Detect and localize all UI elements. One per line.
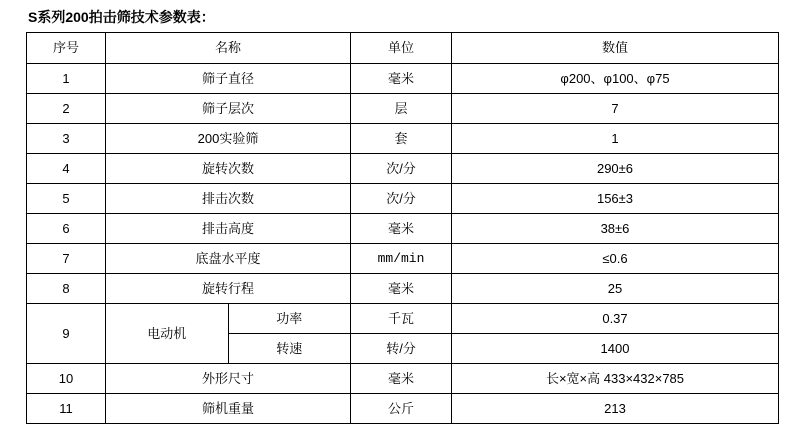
table-header — [27, 33, 779, 64]
cell-no: 6 — [27, 214, 106, 244]
cell-value: 1400 — [452, 334, 779, 364]
cell-value: 38±6 — [452, 214, 779, 244]
column-header-value: 数值 — [452, 33, 779, 64]
cell-unit: 毫米 — [351, 214, 452, 244]
table-row — [27, 214, 779, 244]
cell-no: 7 — [27, 244, 106, 274]
cell-no: 11 — [27, 394, 106, 424]
cell-name: 筛子直径 — [106, 64, 351, 94]
column-header-unit: 单位 — [351, 33, 452, 64]
table-row — [27, 94, 779, 124]
cell-no: 1 — [27, 64, 106, 94]
table-row — [27, 184, 779, 214]
cell-no: 3 — [27, 124, 106, 154]
cell-unit: 次/分 — [351, 154, 452, 184]
cell-motor-group-label: 电动机 — [106, 304, 229, 364]
cell-value: 25 — [452, 274, 779, 304]
cell-no: 9 — [27, 304, 106, 364]
cell-unit: 毫米 — [351, 274, 452, 304]
page-title: S系列200拍击筛技术参数表： — [28, 9, 215, 25]
cell-no: 5 — [27, 184, 106, 214]
cell-name: 排击次数 — [106, 184, 351, 214]
cell-value: 213 — [452, 394, 779, 424]
cell-unit: 层 — [351, 94, 452, 124]
cell-no: 2 — [27, 94, 106, 124]
cell-unit: 次/分 — [351, 184, 452, 214]
table-row-motor-power — [27, 304, 779, 334]
cell-name: 200实验筛 — [106, 124, 351, 154]
cell-unit: 转/分 — [351, 334, 452, 364]
table-row — [27, 394, 779, 424]
cell-name: 旋转次数 — [106, 154, 351, 184]
spec-table — [26, 32, 779, 424]
cell-unit: 公斤 — [351, 394, 452, 424]
cell-unit: 千瓦 — [351, 304, 452, 334]
table-row — [27, 64, 779, 94]
cell-name: 转速 — [228, 334, 351, 364]
cell-value: ≤0.6 — [452, 244, 779, 274]
cell-no: 8 — [27, 274, 106, 304]
cell-value: 长×宽×高 433×432×785 — [452, 364, 779, 394]
cell-name: 底盘水平度 — [106, 244, 351, 274]
cell-no: 4 — [27, 154, 106, 184]
cell-value: 156±3 — [452, 184, 779, 214]
cell-unit: 毫米 — [351, 364, 452, 394]
table-body — [27, 64, 779, 424]
cell-name: 外形尺寸 — [106, 364, 351, 394]
column-header-no: 序号 — [27, 33, 106, 64]
cell-unit: 套 — [351, 124, 452, 154]
cell-value: 0.37 — [452, 304, 779, 334]
cell-name: 筛机重量 — [106, 394, 351, 424]
cell-value: φ200、φ100、φ75 — [452, 64, 779, 94]
table-row — [27, 274, 779, 304]
table-row — [27, 154, 779, 184]
cell-unit: mm/min — [351, 244, 452, 274]
column-header-name: 名称 — [106, 33, 351, 64]
cell-name: 旋转行程 — [106, 274, 351, 304]
table-row — [27, 244, 779, 274]
cell-name: 筛子层次 — [106, 94, 351, 124]
cell-unit: 毫米 — [351, 64, 452, 94]
table-row — [27, 124, 779, 154]
cell-value: 7 — [452, 94, 779, 124]
cell-value: 1 — [452, 124, 779, 154]
cell-name: 功率 — [228, 304, 351, 334]
cell-value: 290±6 — [452, 154, 779, 184]
cell-name: 排击高度 — [106, 214, 351, 244]
table-header-row — [27, 33, 779, 64]
cell-no: 10 — [27, 364, 106, 394]
table-row — [27, 364, 779, 394]
